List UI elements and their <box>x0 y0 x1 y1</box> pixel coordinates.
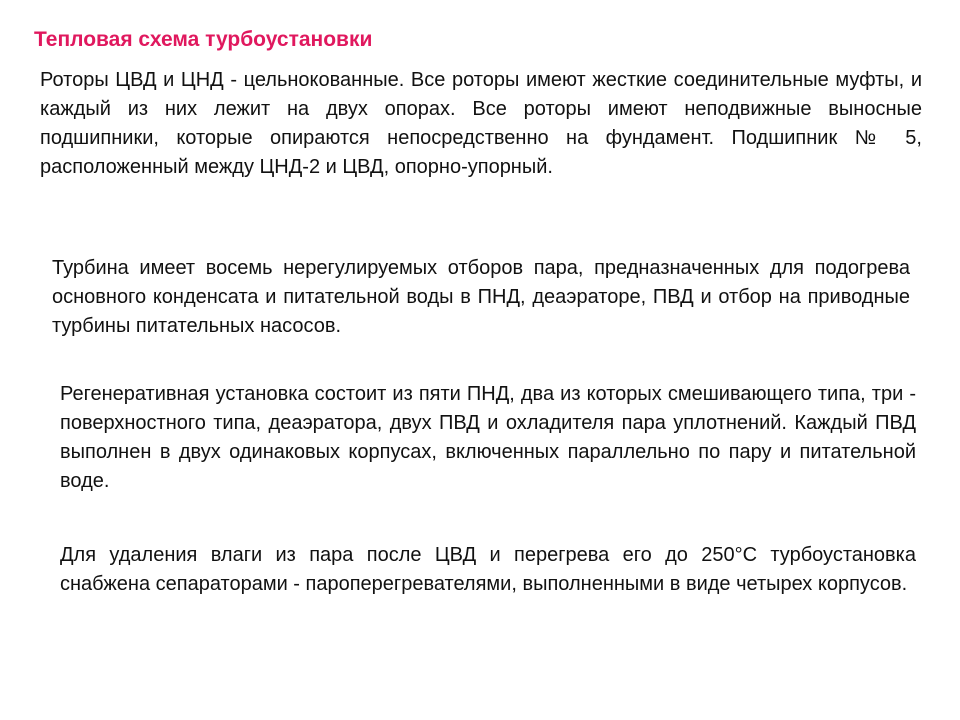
paragraph-extractions: Турбина имеет восемь нерегулируемых отборов пара, предназначенных для подогрева основного конденсата и питательной воды в ПНД, деаэраторе, ПВД и отбор на приводные турбины питательных насосов. <box>52 257 910 337</box>
paragraph-separators: Для удаления влаги из пара после ЦВД и перегрева его до 250°С турбоустановка снабжена сепараторами - пароперегревателями, выполненными в виде четырех корпусов. <box>60 544 916 595</box>
paragraph-regenerative-unit: Регенеративная установка состоит из пяти ПНД, два из которых смешивающего типа, три - поверхностного типа, деаэратора, двух ПВД и охладителя пара уплотнений. Каждый ПВД выполнен в двух одинаковых корпусах, включенных параллельно по пару и питательной воде. <box>60 383 916 492</box>
paragraph-rotors: Роторы ЦВД и ЦНД - цельнокованные. Все роторы имеют жесткие соединительные муфты, и каждый из них лежит на двух опорах. Все роторы имеют неподвижные выносные подшипники, которые опираются непосредственно на фундамент. Подшипник № 5, расположенный между ЦНД-2 и ЦВД, опорно-упорный. <box>40 69 922 178</box>
slide-title: Тепловая схема турбоустановки <box>34 28 373 51</box>
